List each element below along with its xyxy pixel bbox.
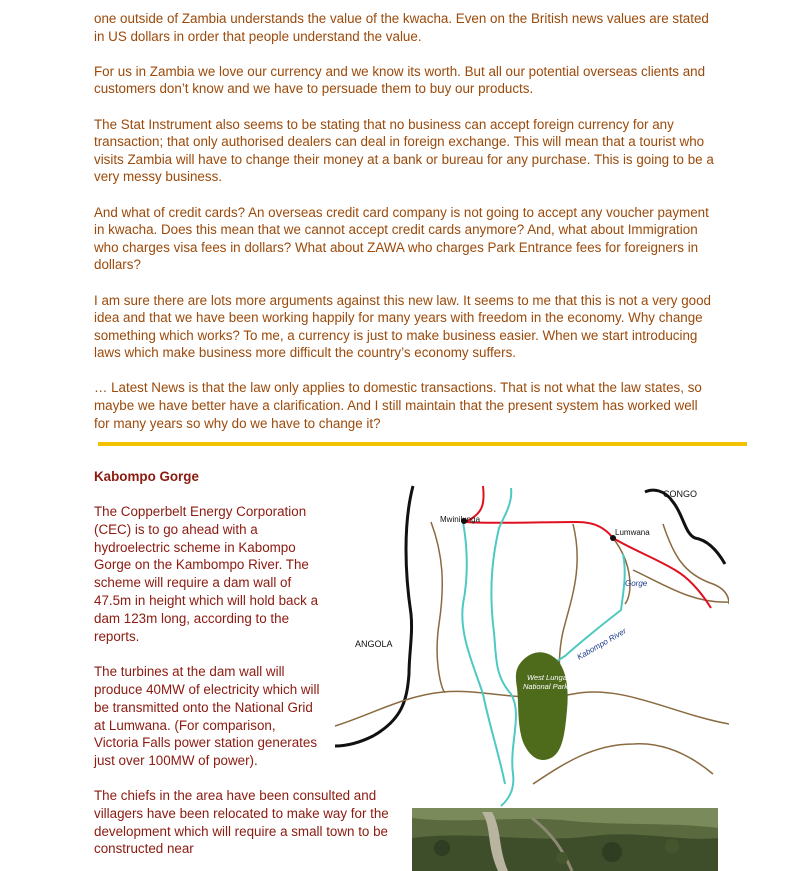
- paragraph: The turbines at the dam wall will produce 40MW of electricity which will be transmitted onto the National Grid at Lumwana. (For comparison, Victoria Falls power station generates just over 100MW of power).: [94, 664, 320, 769]
- map-label-mwinilunga: Mwinilunga: [440, 515, 481, 524]
- article-top-text: [94, 10, 714, 450]
- map-label-park-line2: National Park: [523, 682, 569, 691]
- border-line: [335, 486, 413, 746]
- paragraph: … Latest News is that the law only applies to domestic transactions. That is not what the law states, so maybe we have better have a clarification. And I still maintain that the present system has worked well for many years so why do we have to change it?: [94, 380, 702, 431]
- paragraph: The Stat Instrument also seems to be stating that no business can accept foreign currency for any transaction; that only authorised dealers can deal in foreign exchange. This will mean that a tourist who visits Zambia will have to change their money at a bank or bureau for any purchase. This is going to be a very messy business.: [94, 116, 714, 185]
- track-line: [663, 524, 729, 604]
- paragraph: I am sure there are lots more arguments against this new law. It seems to me that this is not a very good idea and that we have been working happily for many years with freedom in the economy. Why change something which works? To me, a currency is just to make business easier. When we start introducing laws which make business more difficult the country’s economy suffers.: [94, 292, 712, 361]
- paragraph: For us in Zambia we love our currency and we know its worth. But all our potential overseas clients and customers don’t know and we have to persuade them to buy our products.: [94, 63, 706, 97]
- section-title: Kabompo Gorge: [94, 469, 199, 484]
- map-label-lumwana: Lumwana: [615, 528, 650, 537]
- track-line: [431, 522, 445, 692]
- track-line: [613, 538, 630, 604]
- national-park: [516, 652, 568, 760]
- track-line: [533, 744, 713, 784]
- river-line: [491, 488, 516, 806]
- border-line: [645, 490, 725, 564]
- map-label-angola: ANGOLA: [355, 639, 393, 649]
- section-bottom-paragraph: The chiefs in the area have been consulted and villagers have been relocated to make way for the development which will require a small town to be constructed near: [94, 788, 389, 857]
- map-label-river: Kabompo River: [575, 626, 628, 662]
- map-label-congo: CONGO: [663, 489, 698, 499]
- section-column: [94, 503, 322, 788]
- map-label-gorge: Gorge: [625, 579, 648, 588]
- kabompo-map: [333, 484, 729, 808]
- paragraph: And what of credit cards? An overseas credit card company is not going to accept any voucher payment in kwacha. Does this mean that we cannot accept credit cards anymore? And, what about Immigration who charges visa fees in dollars? What about ZAWA who charges Park Entrance fees for foreigners in dollars?: [94, 204, 709, 273]
- river-line: [462, 522, 505, 784]
- section-divider: [98, 442, 747, 446]
- gorge-photo: [412, 808, 718, 871]
- map-label-park-line1: West Lunga: [527, 673, 567, 682]
- paragraph: one outside of Zambia understands the value of the kwacha. Even on the British news values are stated in US dollars in order that people understand the value.: [94, 11, 709, 44]
- paragraph: The Copperbelt Energy Corporation (CEC) is to go ahead with a hydroelectric scheme in Kabompo Gorge on the Kambompo River. The scheme will require a dam wall of 47.5m in height which will hold back a dam 123m long, according to the reports.: [94, 504, 319, 644]
